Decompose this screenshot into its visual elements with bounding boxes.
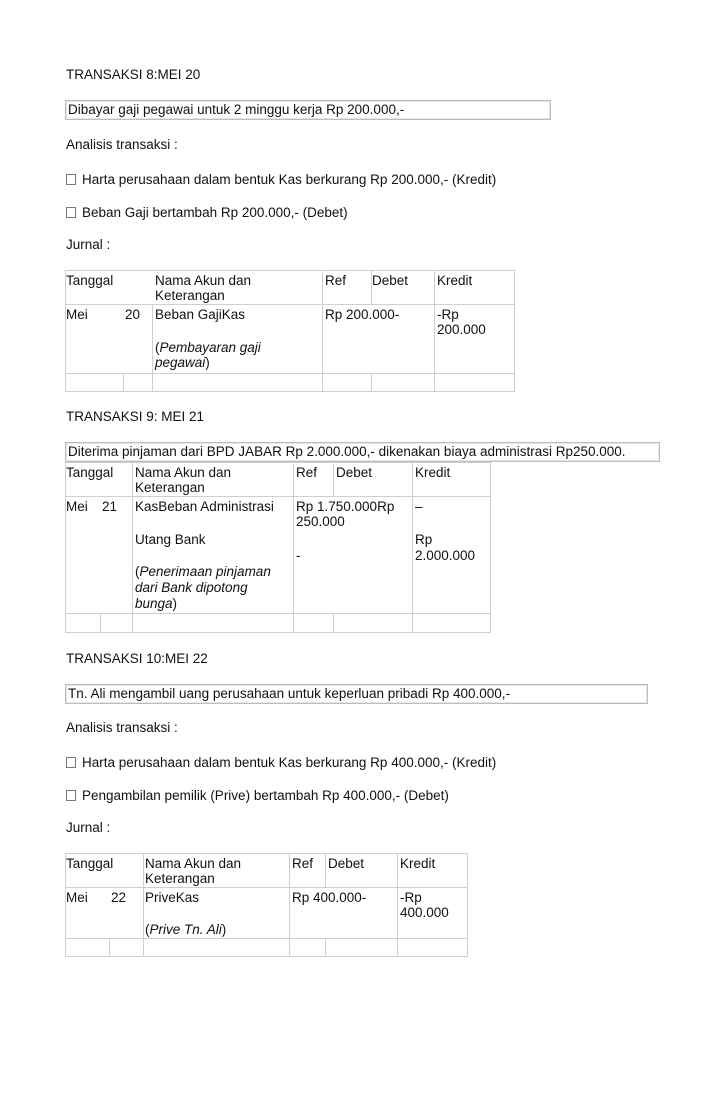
col-header-nama: Nama Akun dan [155, 273, 252, 288]
note-paren: ( [145, 922, 150, 937]
t10-heading: TRANSAKSI 10:MEI 22 [66, 651, 208, 666]
col-header-nama: Nama Akun dan [135, 465, 232, 480]
row-akun: Beban GajiKas [155, 307, 246, 322]
col-header-ref: Ref [292, 856, 314, 871]
bullet-box-icon [66, 790, 76, 801]
row-debet-2: 250.000 [296, 514, 345, 529]
row-kredit-2: Rp [415, 532, 433, 547]
row-debet: Rp 200.000- [325, 307, 400, 322]
col-header-kredit: Kredit [415, 465, 451, 480]
row-note-2 [135, 580, 248, 595]
row-note-3 [135, 596, 177, 611]
col-header-nama-2: Keterangan [155, 288, 225, 303]
note-paren: ) [221, 922, 227, 937]
t10-description-box [65, 684, 648, 704]
row-kredit: -Rp [437, 307, 459, 322]
col-header-nama-2: Keterangan [135, 480, 205, 495]
note-text: dari Bank dipotong [135, 580, 248, 595]
row-akun: KasBeban Administrasi [135, 499, 274, 514]
col-header-debet: Debet [372, 273, 409, 288]
col-header-kredit: Kredit [437, 273, 473, 288]
t10-analisis-label: Analisis transaksi : [66, 720, 178, 735]
row-month: Mei [66, 307, 88, 322]
col-header-tanggal: Tanggal [66, 273, 114, 288]
t10-analisis-item [66, 755, 496, 771]
t10-journal-table [65, 853, 468, 957]
note-text: bunga [135, 596, 173, 611]
row-note-2 [155, 355, 210, 370]
t9-journal-table [65, 462, 491, 633]
bullet-box-icon [66, 174, 76, 185]
note-paren: ( [155, 340, 160, 355]
row-note [135, 564, 271, 579]
t8-analisis-item [66, 172, 496, 188]
col-header-ref: Ref [325, 273, 347, 288]
t10-jurnal-label: Jurnal : [66, 820, 111, 835]
t10-description: Tn. Ali mengambil uang perusahaan untuk keperluan pribadi Rp 400.000,- [68, 686, 511, 701]
note-text: Prive Tn. Ali [149, 922, 222, 937]
row-kredit-2: 400.000 [400, 905, 449, 920]
t8-description-box [65, 100, 551, 120]
row-note [155, 340, 261, 355]
t8-analisis-text: Beban Gaji bertambah Rp 200.000,- (Debet) [82, 205, 348, 220]
row-akun: PriveKas [145, 890, 200, 905]
row-note [145, 922, 226, 937]
col-header-debet: Debet [336, 465, 373, 480]
bullet-box-icon [66, 757, 76, 768]
t10-analisis-item [66, 788, 449, 804]
t8-analisis-label: Analisis transaksi : [66, 137, 178, 152]
row-kredit-2: 200.000 [437, 322, 486, 337]
t9-heading: TRANSAKSI 9: MEI 21 [66, 409, 205, 424]
col-header-nama-2: Keterangan [145, 871, 215, 886]
row-akun-2: Utang Bank [135, 532, 206, 547]
note-text: pegawai [155, 355, 206, 370]
row-month: Mei [66, 890, 88, 905]
note-text: Penerimaan pinjaman [139, 564, 271, 579]
row-month: Mei [66, 499, 88, 514]
col-header-tanggal: Tanggal [66, 465, 114, 480]
t8-journal-table [65, 270, 515, 392]
note-paren: ) [205, 355, 210, 370]
note-paren: ( [135, 564, 140, 579]
col-header-kredit: Kredit [400, 856, 436, 871]
t8-heading: TRANSAKSI 8:MEI 20 [66, 67, 201, 82]
row-debet: Rp 1.750.000Rp [296, 499, 395, 514]
col-header-nama: Nama Akun dan [145, 856, 242, 871]
t8-analisis-text: Harta perusahaan dalam bentuk Kas berkurang Rp 200.000,- (Kredit) [82, 172, 497, 187]
note-text: Pembayaran gaji [159, 340, 261, 355]
t10-analisis-text: Harta perusahaan dalam bentuk Kas berkurang Rp 400.000,- (Kredit) [82, 755, 497, 770]
row-debet: Rp 400.000- [292, 890, 367, 905]
t10-analisis-text: Pengambilan pemilik (Prive) bertambah Rp 400.000,- (Debet) [82, 788, 449, 803]
t8-jurnal-label: Jurnal : [66, 237, 111, 252]
row-kredit: -Rp [400, 890, 422, 905]
col-header-debet: Debet [328, 856, 365, 871]
t9-description: Diterima pinjaman dari BPD JABAR Rp 2.000.000,- dikenakan biaya administrasi Rp250.000. [68, 444, 626, 459]
col-header-tanggal: Tanggal [66, 856, 114, 871]
row-day: 22 [111, 890, 127, 905]
row-day: 20 [125, 307, 141, 322]
row-kredit-3: 2.000.000 [415, 548, 476, 563]
bullet-box-icon [66, 207, 76, 218]
t8-description: Dibayar gaji pegawai untuk 2 minggu kerja Rp 200.000,- [68, 102, 405, 117]
note-paren: ) [172, 596, 178, 611]
t9-description-box [65, 442, 660, 462]
row-day: 21 [102, 499, 118, 514]
col-header-ref: Ref [296, 465, 318, 480]
row-debet-3: - [296, 548, 301, 563]
t8-analisis-item [66, 205, 348, 221]
row-kredit: – [415, 499, 423, 514]
